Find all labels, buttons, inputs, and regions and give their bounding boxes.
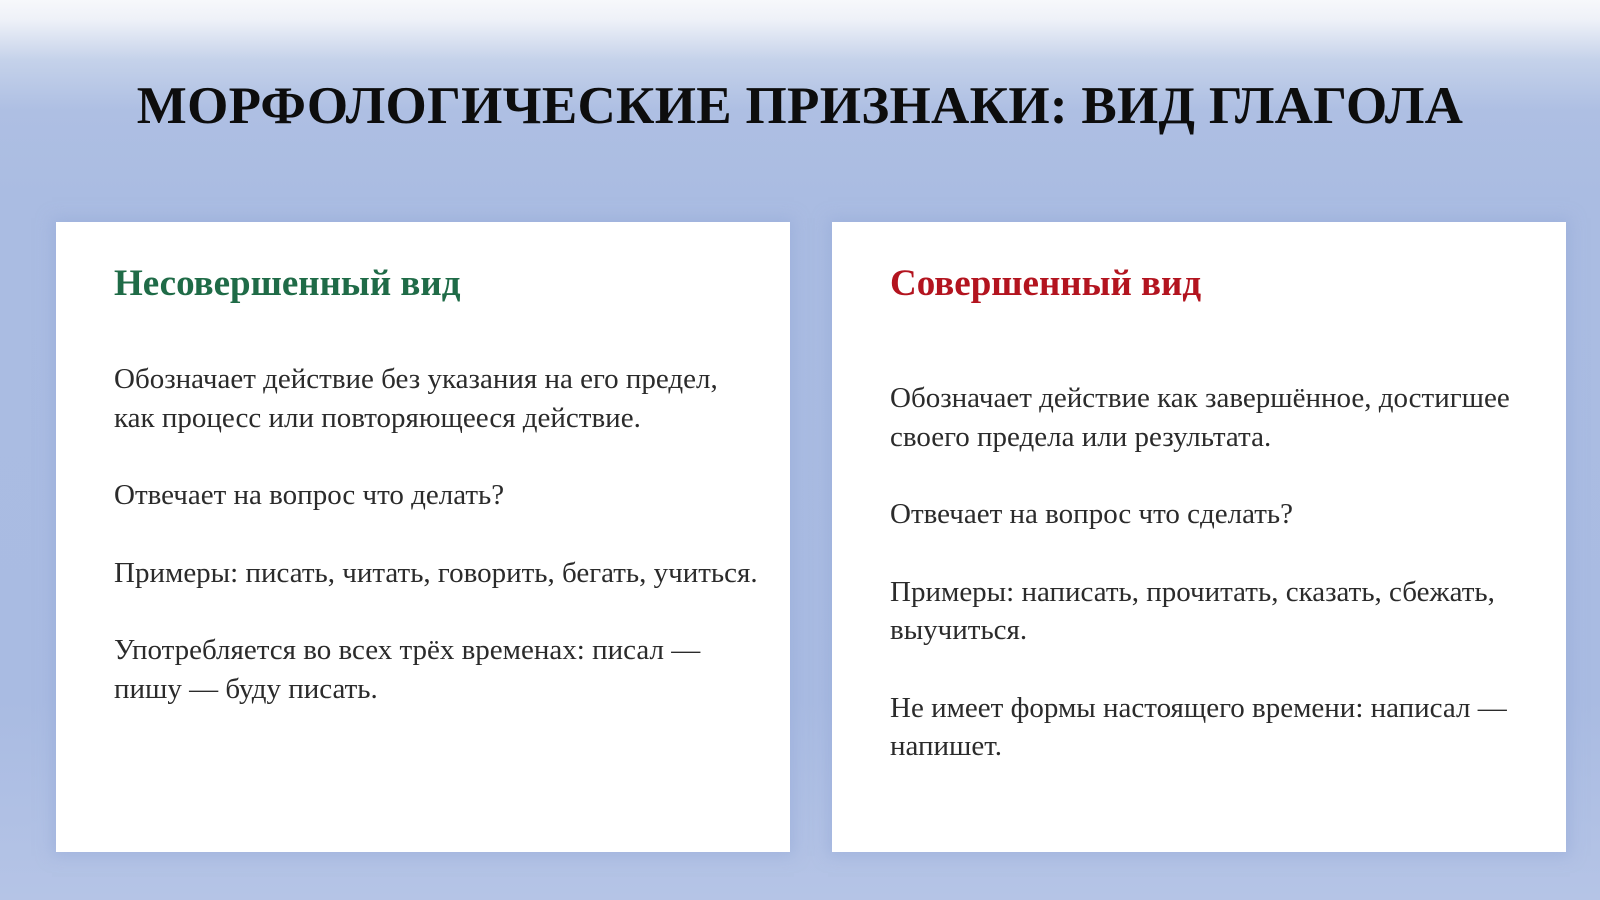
perfective-examples: Примеры: написать, прочитать, сказать, сбежать, выучиться. — [890, 575, 1495, 646]
imperfective-heading: Несовершенный вид — [114, 263, 461, 304]
imperfective-question: Отвечает на вопрос что делать? — [114, 479, 505, 511]
perfective-heading: Совершенный вид — [890, 263, 1202, 304]
imperfective-body — [114, 360, 764, 747]
perfective-question: Отвечает на вопрос что сделать? — [890, 498, 1294, 530]
perfective-body — [890, 379, 1540, 805]
perfective-tenses: Не имеет формы настоящего времени: написал — напишет. — [890, 691, 1507, 762]
imperfective-tenses: Употребляется во всех трёх временах: писал — пишу — буду писать. — [114, 634, 701, 705]
imperfective-card — [56, 222, 790, 852]
imperfective-examples: Примеры: писать, читать, говорить, бегать, учиться. — [114, 556, 758, 589]
imperfective-definition: Обозначает действие без указания на его предел, как процесс или повторяющееся действие. — [114, 363, 718, 434]
perfective-card — [832, 222, 1566, 852]
perfective-definition: Обозначает действие как завершённое, достигшее своего предела или результата. — [890, 382, 1510, 453]
slide-title: МОРФОЛОГИЧЕСКИЕ ПРИЗНАКИ: ВИД ГЛАГОЛА — [136, 77, 1464, 135]
